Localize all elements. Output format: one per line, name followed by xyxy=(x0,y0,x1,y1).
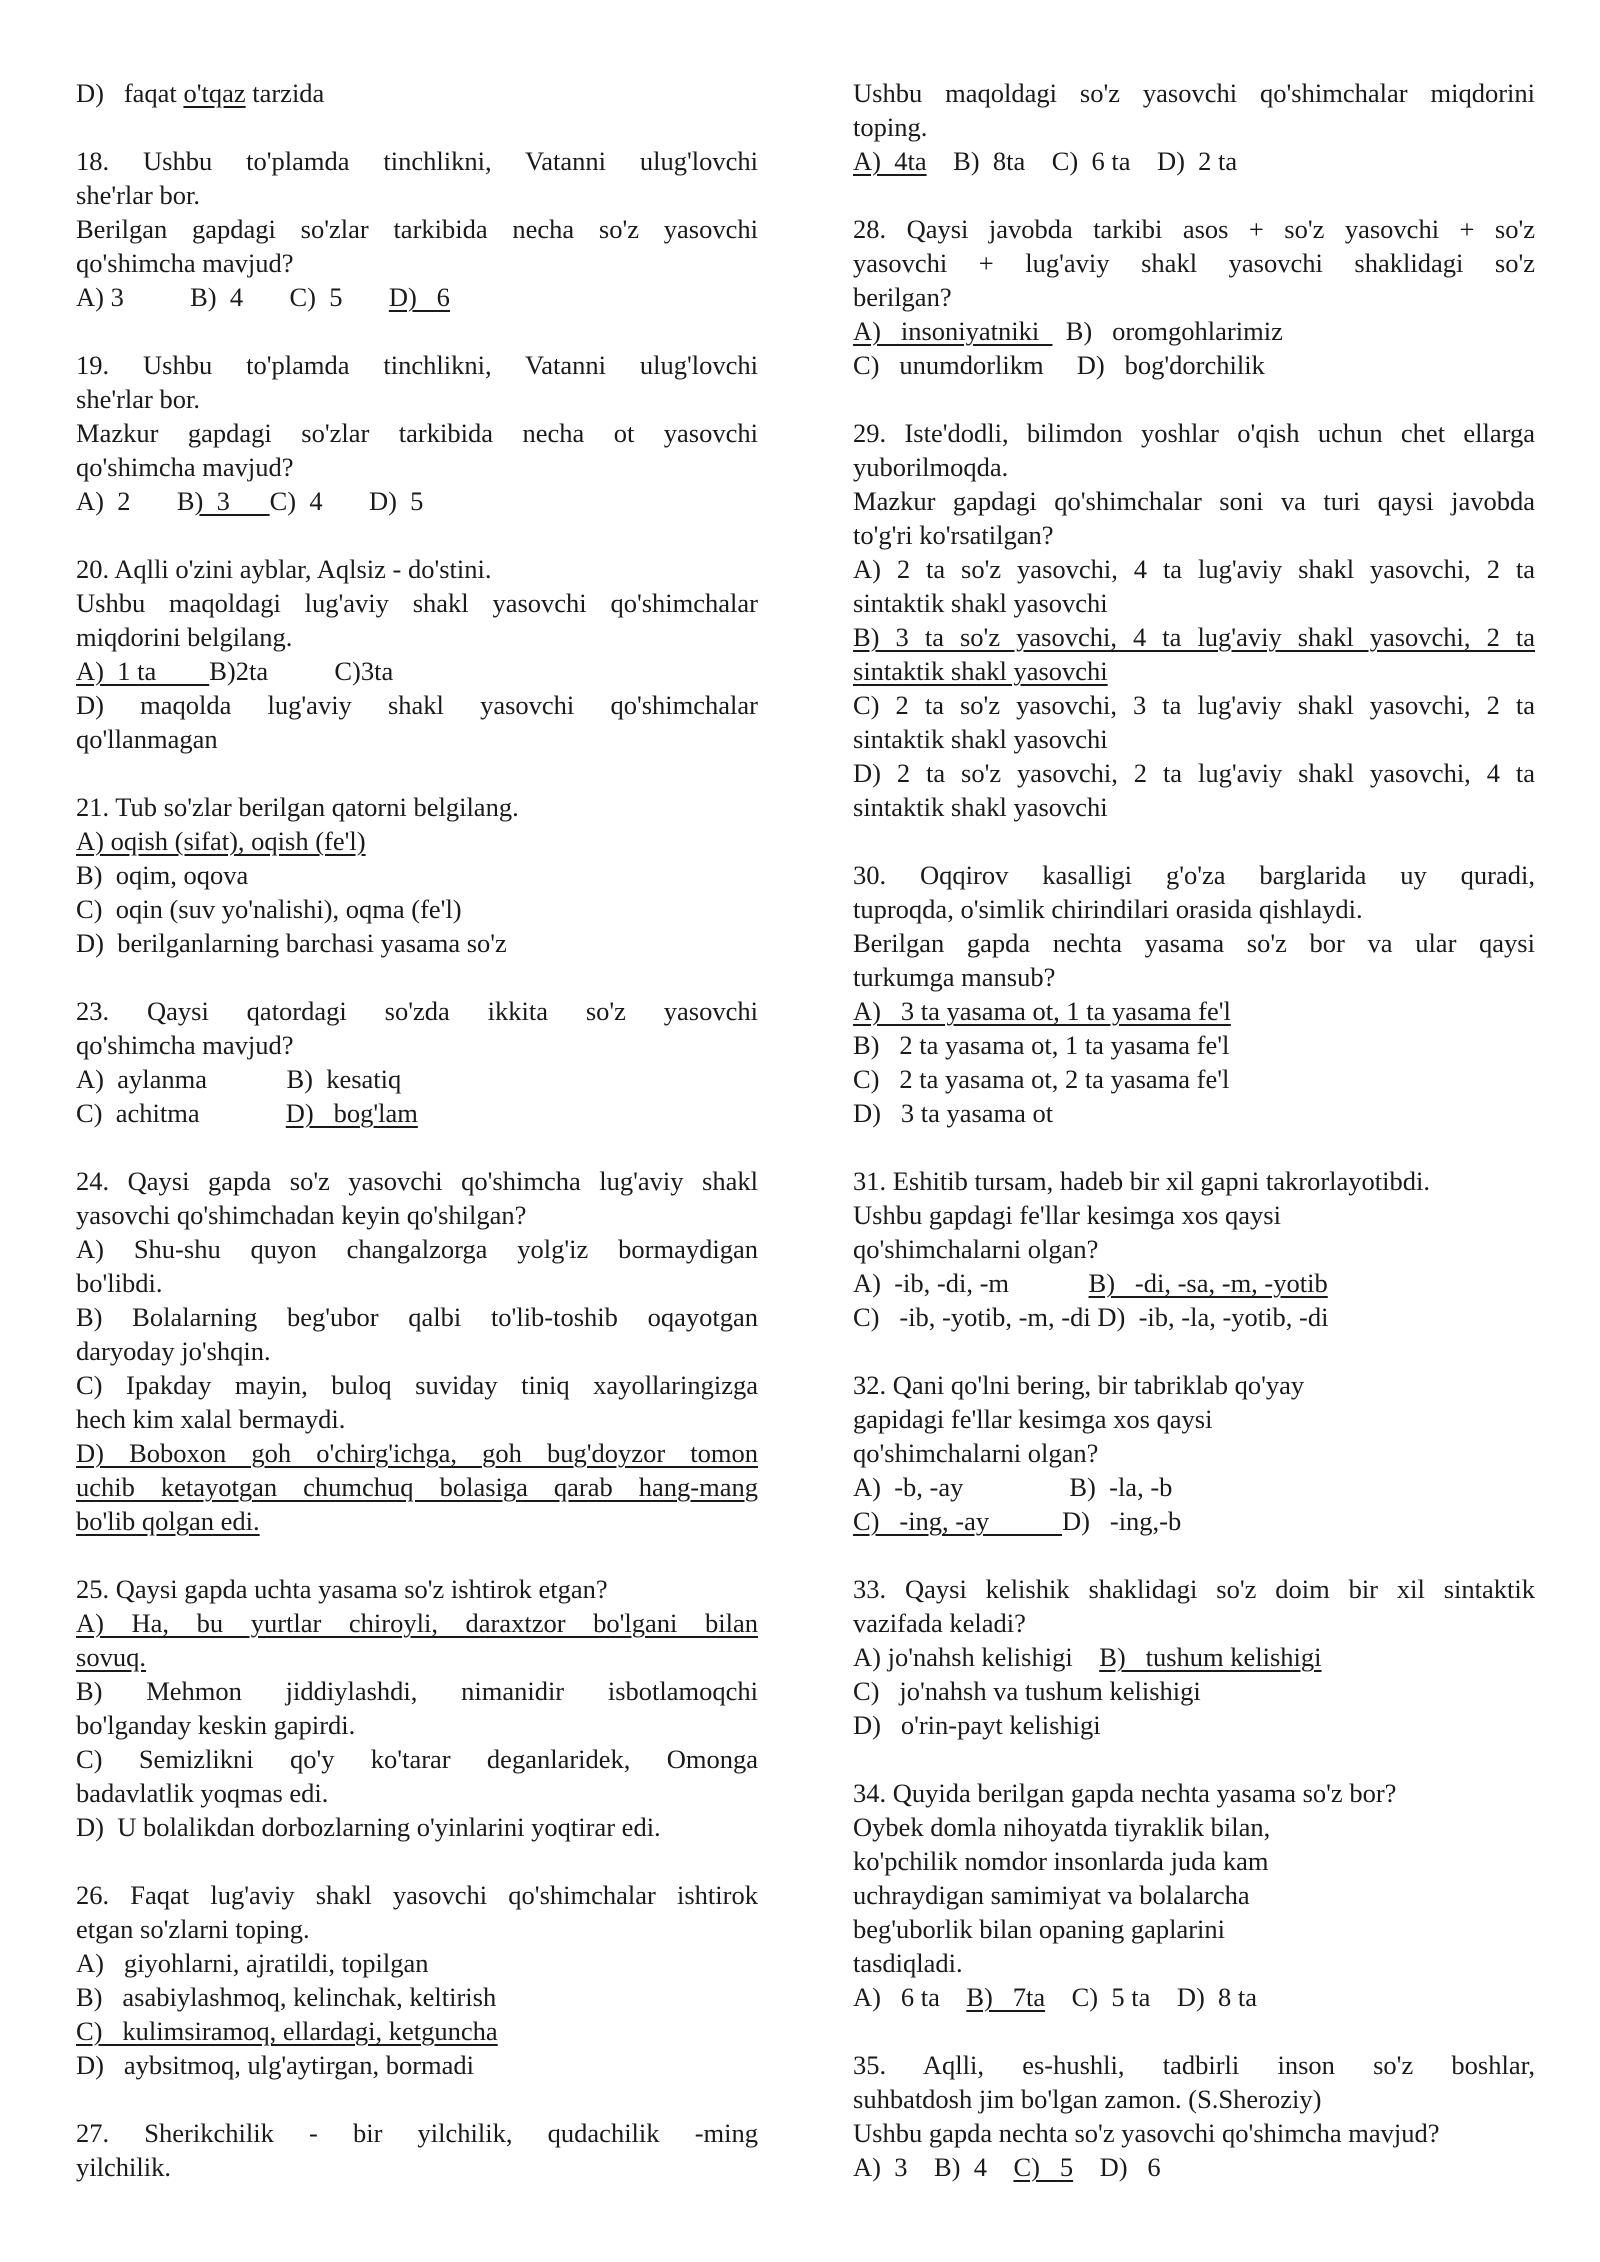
underlined-answer: ) 3 xyxy=(194,486,270,516)
text-line xyxy=(853,450,1535,484)
right-column xyxy=(853,76,1535,2184)
text-segment: A) 3 B) 4 C) 5 xyxy=(76,282,389,312)
text-line xyxy=(76,1946,758,1980)
underlined-answer: sovuq. xyxy=(76,1642,146,1672)
underlined-answer: B) -di, -sa, -m, -yotib xyxy=(1088,1268,1328,1298)
text-segment: D) -ing,-b xyxy=(1062,1506,1182,1536)
text-line xyxy=(76,1402,758,1436)
left-column xyxy=(76,76,758,2184)
text-segment: D) 2 ta so'z yasovchi, 2 ta lug'aviy shakl yasovchi, 4 ta xyxy=(853,758,1535,788)
text-line xyxy=(76,1096,758,1130)
text-line xyxy=(853,1878,1535,1912)
text-line xyxy=(853,1232,1535,1266)
text-line xyxy=(853,1640,1535,1674)
text-line xyxy=(853,2116,1535,2150)
text-segment: C) achitma xyxy=(76,1098,286,1128)
text-line xyxy=(76,2116,758,2150)
text-segment: qo'llanmagan xyxy=(76,724,218,754)
text-segment: to'g'ri ko'rsatilgan? xyxy=(853,520,1054,550)
underlined-answer: A) 1 ta xyxy=(76,656,210,686)
underlined-answer: A) insoniyatniki xyxy=(853,316,1053,346)
text-segment: B) oqim, oqova xyxy=(76,860,249,890)
text-line xyxy=(853,722,1535,756)
text-segment: 35. Aqlli, es-hushli, tadbirli inson so'z boshlar, xyxy=(853,2050,1535,2080)
text-segment: B)2ta C)3ta xyxy=(209,656,394,686)
text-line xyxy=(76,1300,758,1334)
text-segment: Berilgan gapdagi so'zlar tarkibida necha so'z yasovchi xyxy=(76,214,758,244)
text-segment: beg'uborlik bilan opaning gaplarini xyxy=(853,1914,1226,1944)
underlined-answer: C) 5 xyxy=(1013,2152,1074,2182)
text-segment: hech kim xalal bermaydi. xyxy=(76,1404,346,1434)
text-segment: A) 2 ta so'z yasovchi, 4 ta lug'aviy shakl yasovchi, 2 ta xyxy=(853,554,1535,584)
text-line xyxy=(76,994,758,1028)
text-line xyxy=(76,280,758,314)
text-line xyxy=(76,1504,758,1538)
text-line xyxy=(853,926,1535,960)
blank-line xyxy=(853,1742,1535,1776)
blank-line xyxy=(76,1844,758,1878)
text-segment: 21. Tub so'zlar berilgan qatorni belgilang. xyxy=(76,792,519,822)
text-line xyxy=(76,450,758,484)
text-line xyxy=(853,416,1535,450)
text-segment: D) faqat xyxy=(76,78,184,108)
text-line xyxy=(853,1300,1535,1334)
text-segment: B) asabiylashmoq, kelinchak, keltirish xyxy=(76,1982,497,2012)
text-segment: tarzida xyxy=(245,78,325,108)
text-line xyxy=(76,212,758,246)
text-segment: yasovchi + lug'aviy shakl yasovchi shaklidagi so'z xyxy=(853,248,1535,278)
text-line xyxy=(76,1368,758,1402)
text-segment: D) 6 xyxy=(1073,2152,1161,2182)
text-line xyxy=(76,1640,758,1674)
text-line xyxy=(853,1674,1535,1708)
text-line xyxy=(853,76,1535,110)
text-line xyxy=(853,960,1535,994)
text-segment: badavlatlik yoqmas edi. xyxy=(76,1778,329,1808)
text-segment: 33. Qaysi kelishik shaklidagi so'z doim bir xil sintaktik xyxy=(853,1574,1535,1604)
text-segment: C) 2 ta yasama ot, 2 ta yasama fe'l xyxy=(853,1064,1230,1094)
text-line xyxy=(853,858,1535,892)
text-segment: C) 2 ta so'z yasovchi, 3 ta lug'aviy shakl yasovchi, 2 ta xyxy=(853,690,1535,720)
text-segment: A) 2 B xyxy=(76,486,195,516)
underlined-answer: A) Ha, bu yurtlar chiroyli, daraxtzor bo'lgani bilan xyxy=(76,1608,758,1638)
underlined-answer: D) 6 xyxy=(388,282,450,312)
text-segment: 19. Ushbu to'plamda tinchlikni, Vatanni ulug'lovchi xyxy=(76,350,758,380)
text-line xyxy=(76,1878,758,1912)
blank-line xyxy=(76,2082,758,2116)
text-line xyxy=(76,178,758,212)
text-segment: 29. Iste'dodli, bilimdon yoshlar o'qish uchun chet ellarga xyxy=(853,418,1535,448)
text-line xyxy=(853,1028,1535,1062)
text-line xyxy=(853,1470,1535,1504)
text-segment: 18. Ushbu to'plamda tinchlikni, Vatanni ulug'lovchi xyxy=(76,146,758,176)
blank-line xyxy=(853,1538,1535,1572)
text-segment: C) 5 ta D) 8 ta xyxy=(1045,1982,1258,2012)
blank-line xyxy=(76,314,758,348)
text-segment: qo'shimcha mavjud? xyxy=(76,248,294,278)
text-segment: 30. Oqqirov kasalligi g'o'za barglarida uy quradi, xyxy=(853,860,1535,890)
text-line xyxy=(76,1198,758,1232)
text-segment: qo'shimchalarni olgan? xyxy=(853,1438,1099,1468)
text-segment: C) oqin (suv yo'nalishi), oqma (fe'l) xyxy=(76,894,462,924)
text-segment: etgan so'zlarni toping. xyxy=(76,1914,310,1944)
text-line xyxy=(76,926,758,960)
blank-line xyxy=(853,2014,1535,2048)
underlined-answer: o'tqaz xyxy=(183,78,246,108)
underlined-answer: A) 4ta xyxy=(853,146,927,176)
text-segment: yasovchi qo'shimchadan keyin qo'shilgan? xyxy=(76,1200,527,1230)
text-line xyxy=(76,688,758,722)
text-line xyxy=(853,1810,1535,1844)
text-segment: Mazkur gapdagi qo'shimchalar soni va turi qaysi javobda xyxy=(853,486,1535,516)
text-segment: bo'libdi. xyxy=(76,1268,163,1298)
text-segment: vazifada keladi? xyxy=(853,1608,1026,1638)
text-line xyxy=(853,1572,1535,1606)
text-line xyxy=(853,1402,1535,1436)
text-segment: miqdorini belgilang. xyxy=(76,622,293,652)
text-line xyxy=(76,1742,758,1776)
underlined-answer: B) tushum kelishigi xyxy=(1099,1642,1322,1672)
text-line xyxy=(853,518,1535,552)
text-segment: 20. Aqlli o'zini ayblar, Aqlsiz - do'stini. xyxy=(76,554,492,584)
text-segment: Ushbu maqoldagi lug'aviy shakl yasovchi qo'shimchalar xyxy=(76,588,758,618)
text-line xyxy=(853,2150,1535,2184)
text-line xyxy=(853,314,1535,348)
text-segment: qo'shimchalarni olgan? xyxy=(853,1234,1099,1264)
blank-line xyxy=(853,824,1535,858)
blank-line xyxy=(76,518,758,552)
text-line xyxy=(76,348,758,382)
text-segment: D) 3 ta yasama ot xyxy=(853,1098,1054,1128)
text-segment: A) Shu-shu quyon changalzorga yolg'iz bormaydigan xyxy=(76,1234,758,1264)
text-segment: A) 6 ta xyxy=(853,1982,967,2012)
text-line xyxy=(76,620,758,654)
text-segment: C) -ib, -yotib, -m, -di D) -ib, -la, -yotib, -di xyxy=(853,1302,1329,1332)
text-line xyxy=(76,1062,758,1096)
text-segment: A) jo'nahsh kelishigi xyxy=(853,1642,1100,1672)
text-segment: 26. Faqat lug'aviy shakl yasovchi qo'shimchalar ishtirok xyxy=(76,1880,758,1910)
text-segment: tasdiqladi. xyxy=(853,1948,963,1978)
underlined-answer: bo'lib qolgan edi. xyxy=(76,1506,260,1536)
text-segment: Oybek domla nihoyatda tiyraklik bilan, xyxy=(853,1812,1271,1842)
blank-line xyxy=(853,382,1535,416)
text-line xyxy=(853,1062,1535,1096)
text-segment: she'rlar bor. xyxy=(76,180,200,210)
text-line xyxy=(76,144,758,178)
text-line xyxy=(76,246,758,280)
text-line xyxy=(76,552,758,586)
text-line xyxy=(76,858,758,892)
text-line xyxy=(76,1674,758,1708)
text-segment: D) aybsitmoq, ulg'aytirgan, bormadi xyxy=(76,2050,475,2080)
text-line xyxy=(853,1368,1535,1402)
text-line xyxy=(853,484,1535,518)
text-line xyxy=(76,1776,758,1810)
blank-line xyxy=(853,178,1535,212)
text-line xyxy=(853,1504,1535,1538)
text-line xyxy=(76,382,758,416)
text-segment: B) 2 ta yasama ot, 1 ta yasama fe'l xyxy=(853,1030,1230,1060)
text-segment: D) maqolda lug'aviy shakl yasovchi qo'shimchalar xyxy=(76,690,758,720)
text-line xyxy=(76,416,758,450)
text-line xyxy=(76,790,758,824)
text-segment: A) -ib, -di, -m xyxy=(853,1268,1089,1298)
text-segment: C) 4 D) 5 xyxy=(269,486,424,516)
text-segment: Berilgan gapda nechta yasama so'z bor va ular qaysi xyxy=(853,928,1535,958)
text-segment: sintaktik shakl yasovchi xyxy=(853,792,1108,822)
underlined-answer: B) 3 ta so'z yasovchi, 4 ta lug'aviy shakl yasovchi, 2 ta xyxy=(853,622,1535,652)
text-line xyxy=(853,1266,1535,1300)
text-line xyxy=(853,1946,1535,1980)
text-segment: berilgan? xyxy=(853,282,952,312)
text-segment: 28. Qaysi javobda tarkibi asos + so'z yasovchi + so'z xyxy=(853,214,1535,244)
text-line xyxy=(76,76,758,110)
text-segment: Ushbu gapda nechta so'z yasovchi qo'shimcha mavjud? xyxy=(853,2118,1440,2148)
text-segment: sintaktik shakl yasovchi xyxy=(853,724,1108,754)
text-segment: bo'lganday keskin gapirdi. xyxy=(76,1710,356,1740)
text-segment: 25. Qaysi gapda uchta yasama so'z ishtirok etgan? xyxy=(76,1574,608,1604)
text-line xyxy=(853,1980,1535,2014)
text-line xyxy=(76,1028,758,1062)
text-segment: she'rlar bor. xyxy=(76,384,200,414)
text-line xyxy=(853,2082,1535,2116)
text-line xyxy=(853,552,1535,586)
blank-line xyxy=(76,960,758,994)
text-line xyxy=(76,1164,758,1198)
text-segment: 27. Sherikchilik - bir yilchilik, qudachilik -ming xyxy=(76,2118,758,2148)
text-line xyxy=(853,790,1535,824)
text-line xyxy=(853,246,1535,280)
text-segment: yilchilik. xyxy=(76,2152,171,2182)
underlined-answer: B) 7ta xyxy=(966,1982,1046,2012)
text-segment: B) 8ta C) 6 ta D) 2 ta xyxy=(926,146,1238,176)
text-line xyxy=(853,212,1535,246)
text-line xyxy=(853,1096,1535,1130)
text-segment: A) aylanma B) kesatiq xyxy=(76,1064,402,1094)
text-segment: turkumga mansub? xyxy=(853,962,1056,992)
text-segment: 23. Qaysi qatordagi so'zda ikkita so'z yasovchi xyxy=(76,996,758,1026)
text-segment: B) Mehmon jiddiylashdi, nimanidir isbotlamoqchi xyxy=(76,1676,758,1706)
text-segment: qo'shimcha mavjud? xyxy=(76,452,294,482)
text-segment: C) unumdorlikm D) bog'dorchilik xyxy=(853,350,1265,380)
text-segment: D) U bolalikdan dorbozlarning o'yinlarini yoqtirar edi. xyxy=(76,1812,661,1842)
text-line xyxy=(76,1980,758,2014)
text-line xyxy=(76,892,758,926)
text-segment: Ushbu maqoldagi so'z yasovchi qo'shimchalar miqdorini xyxy=(853,78,1535,108)
text-segment: daryoday jo'shqin. xyxy=(76,1336,271,1366)
underlined-answer: D) Boboxon goh o'chirg'ichga, goh bug'doyzor tomon xyxy=(76,1438,758,1468)
text-line xyxy=(853,1198,1535,1232)
text-segment: Mazkur gapdagi so'zlar tarkibida necha ot yasovchi xyxy=(76,418,758,448)
text-segment: C) Semizlikni qo'y ko'tarar deganlaridek, Omonga xyxy=(76,1744,758,1774)
blank-line xyxy=(76,1538,758,1572)
text-segment: Ushbu gapdagi fe'llar kesimga xos qaysi xyxy=(853,1200,1281,1230)
text-line xyxy=(853,892,1535,926)
text-segment: A) -b, -ay B) -la, -b xyxy=(853,1472,1173,1502)
text-segment: qo'shimcha mavjud? xyxy=(76,1030,294,1060)
text-segment: B) oromgohlarimiz xyxy=(1052,316,1283,346)
text-line xyxy=(853,348,1535,382)
underlined-answer: D) bog'lam xyxy=(285,1098,418,1128)
text-line xyxy=(76,586,758,620)
underlined-answer: C) -ing, -ay xyxy=(853,1506,1063,1536)
text-line xyxy=(76,824,758,858)
text-segment: suhbatdosh jim bo'lgan zamon. (S.Sheroziy) xyxy=(853,2084,1322,2114)
blank-line xyxy=(76,110,758,144)
text-line xyxy=(853,688,1535,722)
text-line xyxy=(76,2014,758,2048)
text-line xyxy=(853,620,1535,654)
text-segment: C) jo'nahsh va tushum kelishigi xyxy=(853,1676,1201,1706)
text-segment: A) giyohlarni, ajratildi, topilgan xyxy=(76,1948,429,1978)
blank-line xyxy=(76,1130,758,1164)
text-line xyxy=(76,654,758,688)
text-segment: 34. Quyida berilgan gapda nechta yasama so'z bor? xyxy=(853,1778,1397,1808)
text-line xyxy=(76,1708,758,1742)
text-line xyxy=(76,1436,758,1470)
text-line xyxy=(853,1776,1535,1810)
text-segment: sintaktik shakl yasovchi xyxy=(853,588,1108,618)
underlined-answer: A) 3 ta yasama ot, 1 ta yasama fe'l xyxy=(853,996,1231,1026)
text-line xyxy=(853,2048,1535,2082)
text-line xyxy=(853,144,1535,178)
text-segment: gapidagi fe'llar kesimga xos qaysi xyxy=(853,1404,1213,1434)
text-line xyxy=(853,756,1535,790)
text-line xyxy=(76,1334,758,1368)
underlined-answer: sintaktik shakl yasovchi xyxy=(853,656,1108,686)
text-line xyxy=(853,994,1535,1028)
text-line xyxy=(853,1606,1535,1640)
text-line xyxy=(853,1708,1535,1742)
text-line xyxy=(76,1912,758,1946)
text-line xyxy=(853,654,1535,688)
text-line xyxy=(853,586,1535,620)
text-line xyxy=(853,110,1535,144)
text-line xyxy=(853,280,1535,314)
text-segment: 24. Qaysi gapda so'z yasovchi qo'shimcha lug'aviy shakl xyxy=(76,1166,758,1196)
blank-line xyxy=(853,1130,1535,1164)
blank-line xyxy=(76,756,758,790)
underlined-answer: uchib ketayotgan chumchuq bolasiga qarab hang-mang xyxy=(76,1472,758,1502)
text-line xyxy=(853,1436,1535,1470)
text-segment: 32. Qani qo'lni bering, bir tabriklab qo'yay xyxy=(853,1370,1305,1400)
text-segment: tuproqda, o'simlik chirindilari orasida qishlaydi. xyxy=(853,894,1363,924)
text-line xyxy=(76,1232,758,1266)
text-segment: yuborilmoqda. xyxy=(853,452,1009,482)
text-line xyxy=(853,1164,1535,1198)
underlined-answer: C) kulimsiramoq, ellardagi, ketguncha xyxy=(76,2016,498,2046)
text-line xyxy=(76,1266,758,1300)
text-segment: C) Ipakday mayin, buloq suviday tiniq xayollaringizga xyxy=(76,1370,758,1400)
text-segment: D) berilganlarning barchasi yasama so'z xyxy=(76,928,507,958)
text-line xyxy=(76,1572,758,1606)
text-line xyxy=(76,2048,758,2082)
text-segment: A) 3 B) 4 xyxy=(853,2152,1014,2182)
text-line xyxy=(76,1810,758,1844)
text-line xyxy=(853,1844,1535,1878)
text-segment: 31. Eshitib tursam, hadeb bir xil gapni takrorlayotibdi. xyxy=(853,1166,1431,1196)
text-segment: toping. xyxy=(853,112,928,142)
text-line xyxy=(76,484,758,518)
text-line xyxy=(76,1606,758,1640)
blank-line xyxy=(853,1334,1535,1368)
text-line xyxy=(76,2150,758,2184)
text-line xyxy=(853,1912,1535,1946)
text-line xyxy=(76,1470,758,1504)
text-line xyxy=(76,722,758,756)
text-segment: uchraydigan samimiyat va bolalarcha xyxy=(853,1880,1250,1910)
text-segment: ko'pchilik nomdor insonlarda juda kam xyxy=(853,1846,1269,1876)
text-segment: B) Bolalarning beg'ubor qalbi to'lib-toshib oqayotgan xyxy=(76,1302,758,1332)
underlined-answer: A) oqish (sifat), oqish (fe'l) xyxy=(76,826,366,856)
text-segment: D) o'rin-payt kelishigi xyxy=(853,1710,1101,1740)
